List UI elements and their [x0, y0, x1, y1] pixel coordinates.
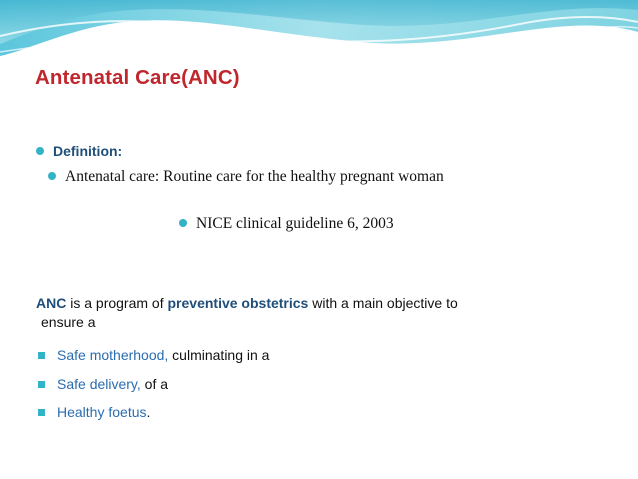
square-bullet-icon [38, 381, 45, 388]
preventive-obstetrics-term: preventive obstetrics [167, 295, 309, 311]
square-bullet-icon [38, 409, 45, 416]
square-bullet-icon [38, 352, 45, 359]
circle-bullet-icon [48, 172, 56, 180]
definition-bullet [36, 143, 122, 159]
list-item [38, 404, 150, 420]
list-item [38, 347, 269, 363]
antenatal-text: Antenatal care: Routine care for the healthy pregnant woman [65, 168, 444, 185]
list-item-highlight: Safe delivery, [57, 376, 141, 392]
list-item-highlight: Safe motherhood, [57, 347, 169, 363]
slide-title: Antenatal Care(ANC) [35, 66, 240, 89]
list-item-highlight: Healthy foetus [57, 404, 147, 420]
list-item-text: culminating in a [168, 347, 270, 363]
circle-bullet-icon [36, 147, 44, 155]
list-item-text: of a [140, 376, 169, 392]
paragraph-text-1: is a program of [66, 295, 168, 311]
antenatal-bullet [48, 168, 444, 186]
definition-label: Definition: [53, 143, 123, 159]
list-item [38, 376, 168, 392]
circle-bullet-icon [179, 219, 187, 227]
paragraph-text-2: with a main objective to [308, 295, 458, 311]
anc-paragraph [36, 294, 596, 332]
nice-bullet [179, 215, 394, 233]
header-wave-decoration [0, 0, 638, 64]
list-item-text: . [146, 404, 151, 420]
paragraph-text-3: ensure a [41, 314, 96, 330]
anc-term: ANC [36, 295, 67, 311]
nice-text: NICE clinical guideline 6, 2003 [196, 215, 394, 232]
